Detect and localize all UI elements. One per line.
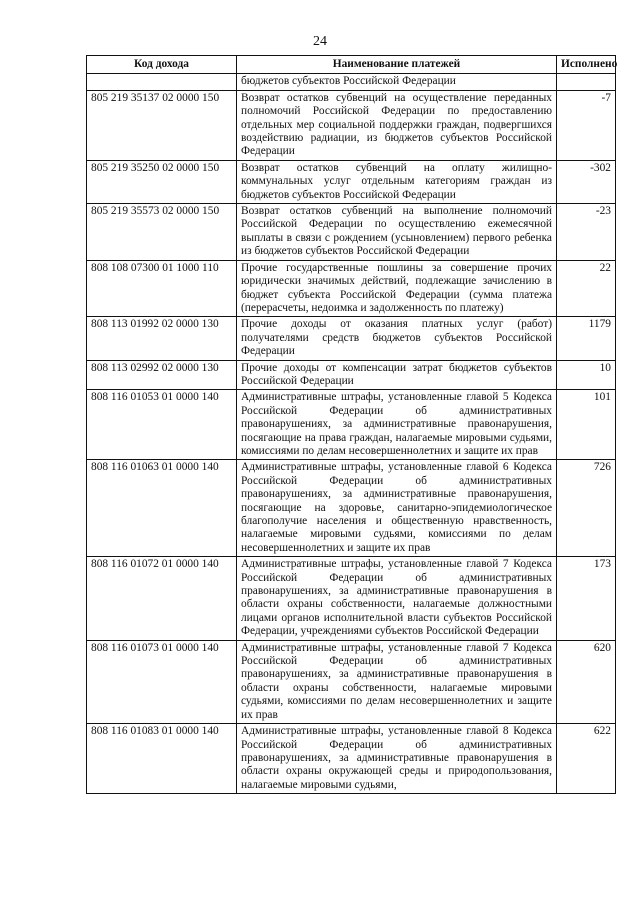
row-name: Прочие доходы от оказания платных услуг (работ) получателями средств бюджетов субъектов Российской Федерации	[237, 317, 557, 360]
row-code: 808 116 01083 01 0000 140	[87, 724, 237, 794]
table-row	[87, 74, 616, 90]
row-name: Административные штрафы, установленные главой 7 Кодекса Российской Федерации об административных правонарушениях, за административные правонарушения в области охраны собственности, налагаемые должностными лицами органов исполнительной власти субъектов Российской Федерации, учреждениями субъектов Российской Федерации	[237, 557, 557, 640]
row-code: 808 108 07300 01 1000 110	[87, 260, 237, 317]
header-code: Код дохода	[87, 56, 237, 74]
row-name: Административные штрафы, установленные главой 5 Кодекса Российской Федерации об административных правонарушениях, за административные правонарушения, посягающие на права граждан, налагаемые мировыми судьями, комиссиями по делам несовершеннолетних и защите их прав	[237, 390, 557, 460]
table-row	[87, 160, 616, 203]
row-amount: 622	[557, 724, 616, 794]
row-amount: -302	[557, 160, 616, 203]
row-amount: -7	[557, 90, 616, 160]
table-row	[87, 640, 616, 723]
row-code: 805 219 35573 02 0000 150	[87, 204, 237, 261]
row-name: Административные штрафы, установленные главой 8 Кодекса Российской Федерации об административных правонарушениях, за административные правонарушения в области охраны окружающей среды и природопользования, налагаемые мировыми судьями,	[237, 724, 557, 794]
table-row	[87, 360, 616, 390]
revenue-table	[86, 55, 616, 794]
row-code: 805 219 35137 02 0000 150	[87, 90, 237, 160]
row-name: Возврат остатков субвенций на осуществление переданных полномочий Российской Федерации по предоставлению отдельных мер социальной поддержки граждан, подвергшихся воздействию радиации, из бюджетов субъектов Российской Федерации	[237, 90, 557, 160]
row-code: 808 113 01992 02 0000 130	[87, 317, 237, 360]
table-body	[87, 74, 616, 794]
row-name: Возврат остатков субвенций на оплату жилищно-коммунальных услуг отдельным категориям граждан из бюджетов субъектов Российской Федерации	[237, 160, 557, 203]
row-code: 808 116 01053 01 0000 140	[87, 390, 237, 460]
row-amount: 101	[557, 390, 616, 460]
row-amount: 10	[557, 360, 616, 390]
row-name: Административные штрафы, установленные главой 6 Кодекса Российской Федерации об административных правонарушениях, за административные правонарушения, посягающие на здоровье, санитарно-эпидемиологическое благополучие населения и общественную нравственность, налагаемые мировыми судьями, комиссиями по делам несовершеннолетних и защите их прав	[237, 460, 557, 557]
table-header-row	[87, 56, 616, 74]
row-amount: 726	[557, 460, 616, 557]
row-amount: -23	[557, 204, 616, 261]
row-amount: 22	[557, 260, 616, 317]
row-name: Административные штрафы, установленные главой 7 Кодекса Российской Федерации об административных правонарушениях, за административные правонарушения в области охраны собственности, налагаемые мировыми судьями, комиссиями по делам несовершеннолетних и защите их прав	[237, 640, 557, 723]
row-code: 808 116 01072 01 0000 140	[87, 557, 237, 640]
row-amount: 1179	[557, 317, 616, 360]
row-code: 808 116 01063 01 0000 140	[87, 460, 237, 557]
row-name: Прочие государственные пошлины за совершение прочих юридически значимых действий, подлежащие зачислению в бюджет субъекта Российской Федерации (сумма платежа (перерасчеты, недоимка и задолженность по платежу)	[237, 260, 557, 317]
row-amount: 620	[557, 640, 616, 723]
table-row	[87, 557, 616, 640]
row-name: бюджетов субъектов Российской Федерации	[237, 74, 557, 90]
row-code: 808 116 01073 01 0000 140	[87, 640, 237, 723]
table-row	[87, 204, 616, 261]
table-row	[87, 390, 616, 460]
row-name: Прочие доходы от компенсации затрат бюджетов субъектов Российской Федерации	[237, 360, 557, 390]
row-amount: 173	[557, 557, 616, 640]
row-amount	[557, 74, 616, 90]
table-row	[87, 724, 616, 794]
header-amount: Исполнено	[557, 56, 616, 74]
header-name: Наименование платежей	[237, 56, 557, 74]
row-code	[87, 74, 237, 90]
row-code: 808 113 02992 02 0000 130	[87, 360, 237, 390]
row-code: 805 219 35250 02 0000 150	[87, 160, 237, 203]
table-row	[87, 90, 616, 160]
table-row	[87, 460, 616, 557]
table-row	[87, 260, 616, 317]
table-row	[87, 317, 616, 360]
page-number: 24	[313, 34, 327, 49]
row-name: Возврат остатков субвенций на выполнение полномочий Российской Федерации по осуществлению ежемесячной выплаты в связи с рождением (усыновлением) первого ребенка из бюджетов субъектов Российской Федерации	[237, 204, 557, 261]
